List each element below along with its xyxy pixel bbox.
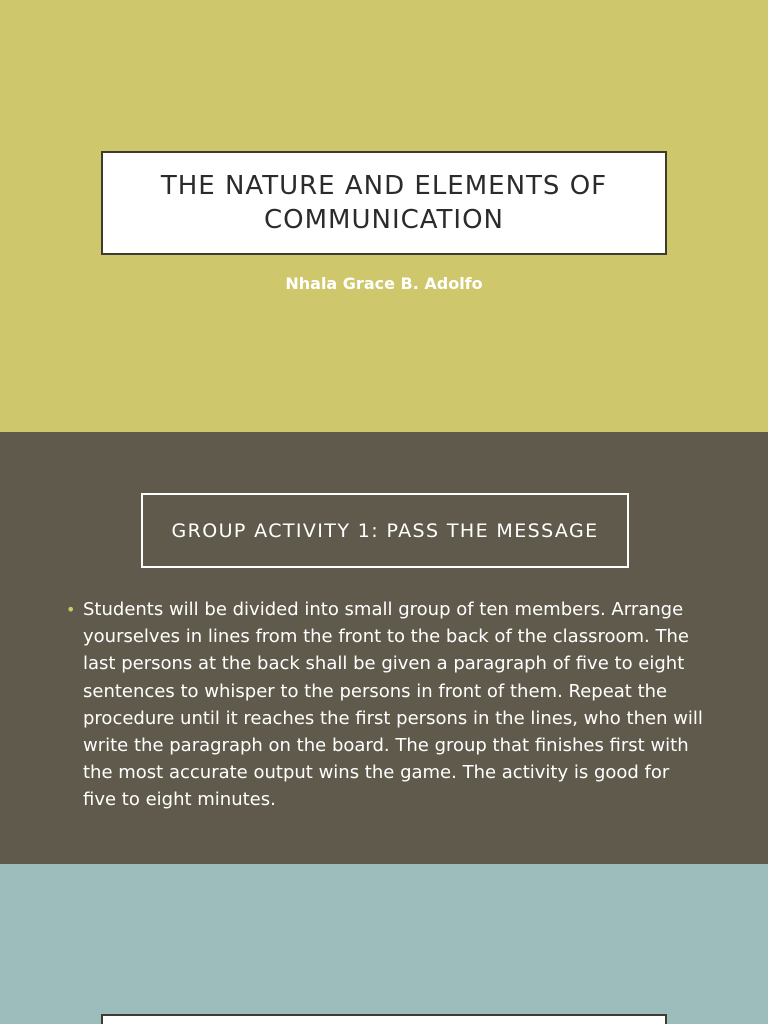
author-name: Nhala Grace B. Adolfo bbox=[285, 274, 483, 293]
title-slide bbox=[0, 0, 768, 432]
title-box bbox=[101, 151, 667, 255]
list-item bbox=[66, 596, 706, 814]
activity-instructions: Students will be divided into small group of ten members. Arrange yourselves in lines from the front to the back of the classroom. The last persons at the back shall be given a paragraph of five to eight sentences to whisper to the persons in front of them. Repeat the procedure until it reaches the first persons in the lines, who then will write the paragraph on the board. The group that finishes first with the most accurate output wins the game. The activity is good for five to eight minutes. bbox=[83, 599, 703, 811]
presentation-title: THE NATURE AND ELEMENTS OF COMMUNICATION bbox=[160, 171, 608, 235]
next-slide-preview bbox=[0, 864, 768, 1024]
activity-heading: GROUP ACTIVITY 1: PASS THE MESSAGE bbox=[171, 519, 599, 542]
next-slide-title-box bbox=[101, 1014, 667, 1024]
activity-heading-box bbox=[141, 493, 629, 568]
activity-bullet-list bbox=[66, 596, 706, 814]
activity-slide bbox=[0, 432, 768, 864]
bullet-icon: • bbox=[66, 600, 76, 619]
